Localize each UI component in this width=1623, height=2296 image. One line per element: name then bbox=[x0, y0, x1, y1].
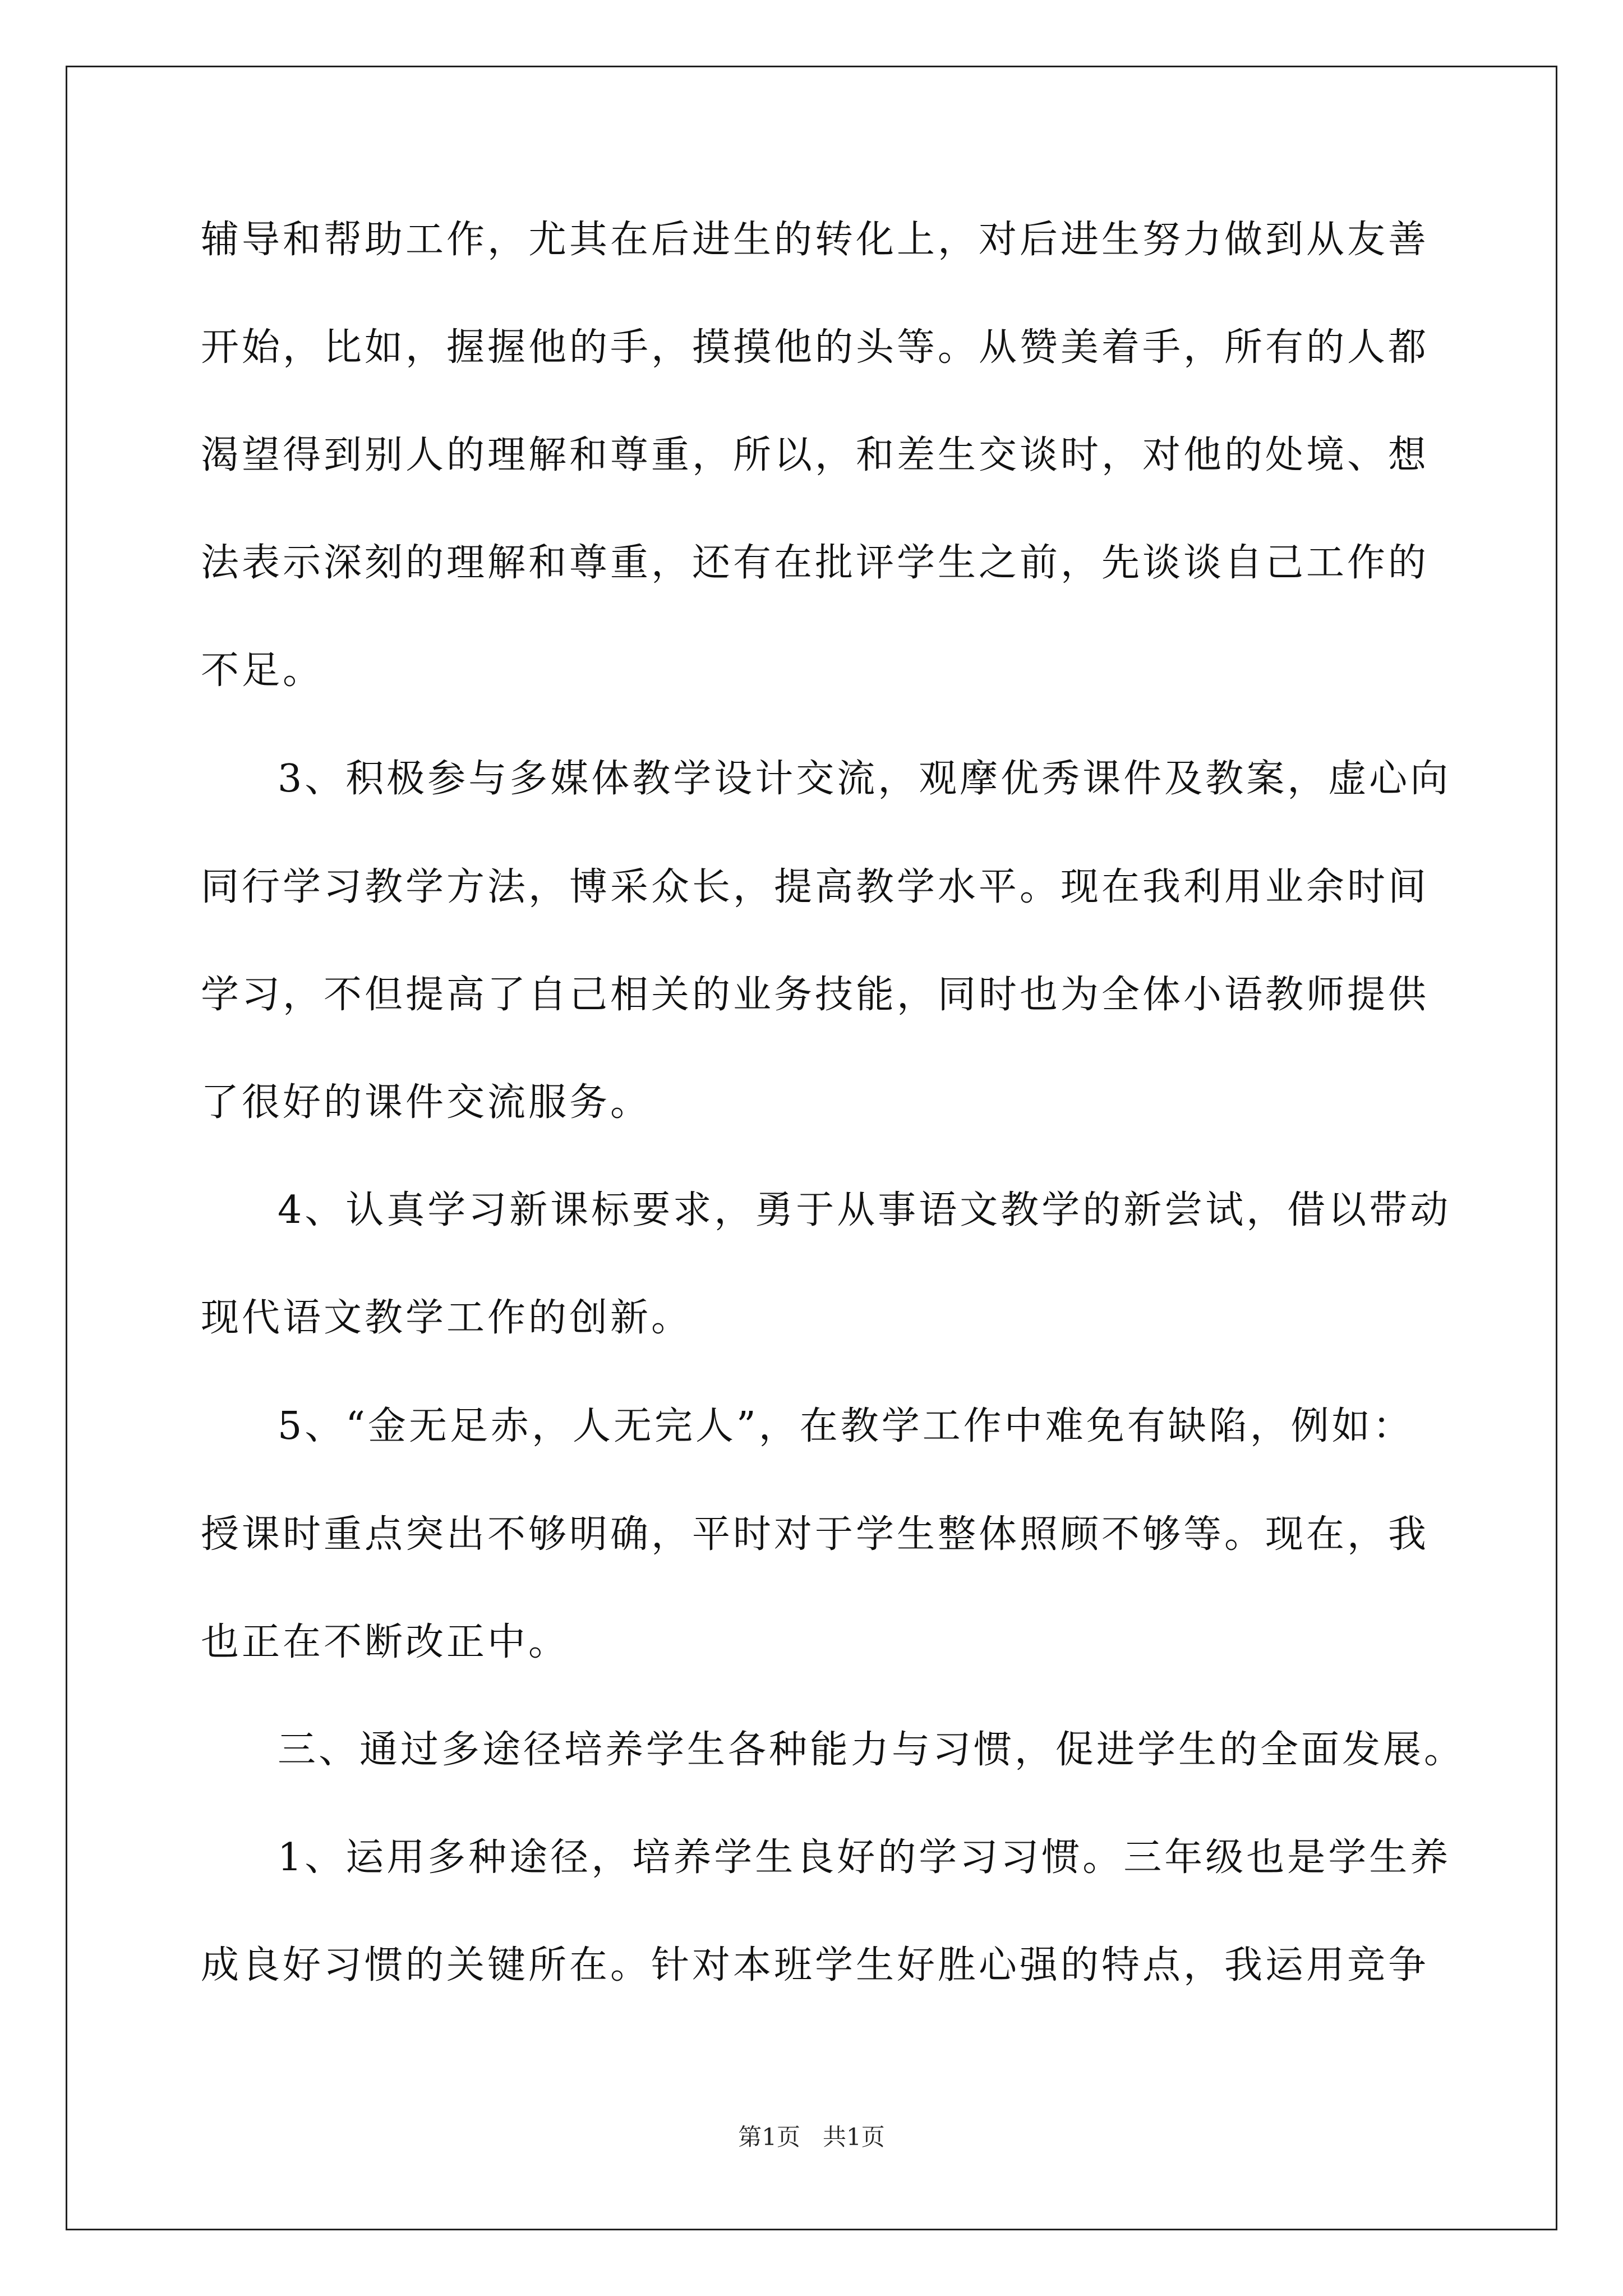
page-footer bbox=[0, 2120, 1623, 2154]
text-line: 授课时重点突出不够明确，平时对于学生整体照顾不够等。现在，我 bbox=[201, 1512, 1430, 1557]
text-line: 现代语文教学工作的创新。 bbox=[201, 1296, 693, 1340]
text-line: 了很好的课件交流服务。 bbox=[201, 1080, 652, 1125]
paragraph-start-line: 4、认真学习新课标要求，勇于从事语文教学的新尝试，借以带动 bbox=[278, 1188, 1451, 1232]
paragraph-start-line: 3、积极参与多媒体教学设计交流，观摩优秀课件及教案，虚心向 bbox=[278, 757, 1451, 801]
text-line: 开始，比如，握握他的手，摸摸他的头等。从赞美着手，所有的人都 bbox=[201, 325, 1430, 370]
text-line: 辅导和帮助工作，尤其在后进生的转化上，对后进生努力做到从友善 bbox=[201, 218, 1430, 262]
text-line: 也正在不断改正中。 bbox=[201, 1620, 570, 1664]
page-total: 共1页 bbox=[823, 2123, 885, 2151]
paragraph-start-line: 1、运用多种途径，培养学生良好的学习习惯。三年级也是学生养 bbox=[278, 1835, 1451, 1880]
section-heading-line: 三、通过多途径培养学生各种能力与习惯，促进学生的全面发展。 bbox=[278, 1728, 1465, 1772]
text-line: 不足。 bbox=[201, 648, 324, 693]
page-number: 第1页 bbox=[738, 2123, 800, 2151]
page-border bbox=[66, 66, 1557, 2230]
text-line: 同行学习教学方法，博采众长，提高教学水平。现在我利用业余时间 bbox=[201, 865, 1430, 909]
paragraph-start-line: 5、“金无足赤，人无完人”，在教学工作中难免有缺陷，例如： bbox=[278, 1404, 1414, 1448]
text-line: 法表示深刻的理解和尊重，还有在批评学生之前，先谈谈自己工作的 bbox=[201, 541, 1430, 585]
text-line: 学习，不但提高了自己相关的业务技能，同时也为全体小语教师提供 bbox=[201, 973, 1430, 1017]
text-line: 渴望得到别人的理解和尊重，所以，和差生交谈时，对他的处境、想 bbox=[201, 433, 1430, 477]
text-line: 成良好习惯的关键所在。针对本班学生好胜心强的特点，我运用竞争 bbox=[201, 1943, 1430, 1987]
